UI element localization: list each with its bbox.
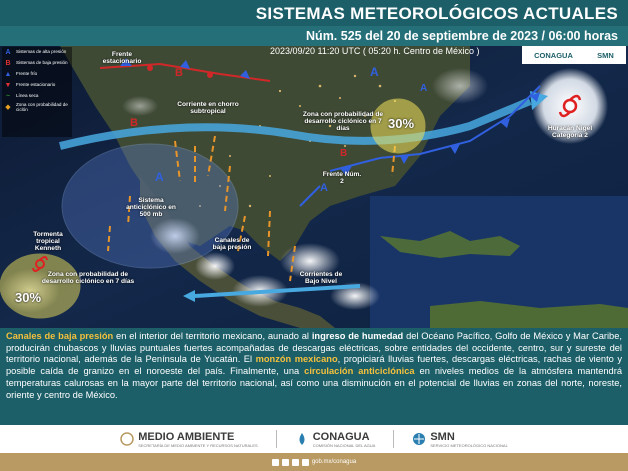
legend-item — [2, 91, 72, 102]
bulletin-subtitle: Núm. 525 del 20 de septiembre de 2023 / 06:00 horas — [0, 26, 628, 46]
low-pressure-marker: B — [175, 67, 183, 79]
low-pressure-marker: B — [130, 117, 138, 129]
legend-symbol: ▲ — [4, 71, 12, 78]
highlight-humidity: ingreso de humedad — [311, 331, 404, 341]
facebook-icon[interactable] — [272, 459, 279, 466]
label-hurricane-nigel: Huracán Nigel Categoría 2 — [547, 125, 593, 139]
legend-symbol: A — [5, 49, 11, 56]
water-drop-icon — [295, 432, 309, 446]
smn-subtitle: SERVICIO METEOROLÓGICO NACIONAL — [430, 442, 508, 448]
label-probability-zone-right: Zona con probabilidad de desarrollo ciclónico en 7 días — [302, 111, 384, 132]
medio-ambiente-subtitle: SECRETARÍA DE MEDIO AMBIENTE Y RECURSOS NATURALES — [138, 442, 258, 448]
conagua-logo: CONAGUA — [534, 50, 573, 60]
conagua-footer-logo — [295, 431, 376, 448]
legend-label: Zona con probabilidad de ciclón — [16, 101, 68, 112]
header-logos — [522, 46, 626, 64]
legend-label: Frente frío — [16, 71, 38, 77]
cyclone-probability-zone-left — [0, 254, 80, 318]
label-stationary-front: Frente estacionario — [102, 51, 142, 65]
smn-name: SMN — [430, 430, 455, 443]
legend-symbol: ◆ — [5, 104, 11, 111]
highlight-monsoon: monzón mexicano — [255, 354, 338, 365]
legend-label: Sistemas de alta presión — [16, 49, 67, 55]
footer-divider — [393, 430, 394, 448]
instagram-icon[interactable] — [302, 459, 309, 466]
high-pressure-marker: A — [420, 83, 428, 94]
label-probability-zone-left: Zona con probabilidad de desarrollo ciclónico en 7 días — [41, 271, 135, 285]
label-low-level-currents: Corrientes de Bajo Nivel — [299, 271, 343, 285]
youtube-icon[interactable] — [292, 459, 299, 466]
map-legend — [2, 47, 72, 137]
conagua-name: CONAGUA — [312, 430, 370, 443]
description-text: en niveles medios de la atmósfera mantendrá temperaturas calurosas en la mayor parte del territorio nacional, así como una disminución en el potencial de lluvias en zonas del norte, noreste, oriente y centro de México. — [6, 366, 622, 400]
smn-globe-icon — [412, 432, 426, 446]
medio-ambiente-logo — [120, 431, 258, 448]
label-probability-percent-left: 30% — [15, 290, 42, 305]
legend-item — [2, 69, 72, 80]
high-pressure-marker: A — [155, 170, 164, 184]
description-text: del Océano Pacífico, Golfo de México y Mar Caribe, producirán chubascos y lluvias puntuales fuertes acompañadas de descargas eléctricas, sobre entidades del occidente, centro, sur y sureste del territorio nacional, además de la Península de Yucatán. El — [6, 331, 622, 365]
label-troughs: Canales de baja presión — [212, 237, 252, 251]
conagua-subtitle: COMISIÓN NACIONAL DEL AGUA — [312, 442, 376, 448]
highlight-troughs: Canales de baja presión — [6, 331, 114, 341]
highlight-anticyclonic: circulación anticiclónica — [304, 366, 415, 377]
label-tropical-storm-kenneth: Tormenta tropical Kenneth — [33, 231, 63, 252]
legend-symbol: ▼ — [4, 82, 12, 89]
description-text: en el interior del territorio mexicano, aunado al — [113, 331, 312, 341]
description-text: , propiciará lluvias fuertes, descargas eléctricas, rachas de viento y posible caída de granizo en el noroeste del país. Finalmente, una — [6, 354, 622, 377]
page-title: SISTEMAS METEOROLÓGICOS ACTUALES — [0, 0, 628, 26]
label-jet-stream: Corriente en chorro subtropical — [177, 101, 239, 115]
legend-symbol: B — [5, 60, 11, 67]
bottom-bar — [0, 453, 628, 471]
legend-symbol: ~ — [5, 93, 11, 100]
footer-logos — [0, 425, 628, 453]
website-link[interactable]: gob.mx/conagua — [311, 459, 357, 465]
forecast-description — [0, 328, 628, 425]
smn-logo: SMN — [597, 50, 614, 60]
legend-label: Sistemas de baja presión — [16, 60, 68, 66]
label-probability-percent-right: 30% — [388, 116, 415, 131]
high-pressure-marker: A — [370, 65, 379, 79]
legend-item — [2, 58, 72, 69]
low-pressure-marker: B — [340, 148, 348, 159]
legend-item — [2, 47, 72, 58]
high-pressure-marker: A — [320, 182, 328, 194]
footer-divider — [276, 430, 277, 448]
label-front-2: Frente Núm. 2 — [322, 171, 362, 185]
satellite-timestamp: 2023/09/20 11:20 UTC ( 05:20 h. Centro de México ) — [270, 46, 480, 56]
satellite-map — [0, 46, 628, 328]
twitter-icon[interactable] — [282, 459, 289, 466]
legend-item — [2, 80, 72, 91]
seal-icon — [120, 432, 134, 446]
label-anticyclone: Sistema anticiclónico en 500 mb — [126, 197, 176, 218]
legend-label: Línea seca — [16, 93, 39, 99]
legend-item — [2, 102, 72, 113]
legend-label: Frente estacionario — [16, 82, 56, 88]
medio-ambiente-name: MEDIO AMBIENTE — [138, 430, 235, 443]
smn-footer-logo — [412, 431, 508, 448]
